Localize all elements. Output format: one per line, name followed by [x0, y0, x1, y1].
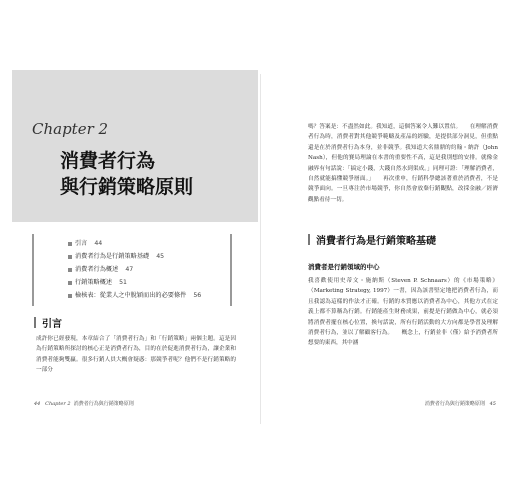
- toc-item-page: 51: [119, 279, 127, 286]
- toc-item[interactable]: [34, 237, 230, 250]
- section-heading: [34, 315, 62, 330]
- page-footer: [425, 400, 496, 407]
- body-paragraph: 我喜歡使用史蒂文・施納斯（Steven P. Schnaars）的《市場策略》（Marketing Strategy, 1997）一書，因為該書堅定地把消費者行為，而且我認為這樣的作法才正確。行銷的本質應以消費者為中心，其他方式在定義上都不算稱為行銷。行銷能產生財務成果，前提是行銷做為中心，就必須將消費者擺在核心位置，換句話說，所有行銷活動的大方向都是學習及理解消費者行為，並以了解顧客行為。 概念上，行銷並非（僅）給予消費者所想要的東西，其中涵: [308, 278, 498, 347]
- body-paragraph: 嗎？答案是：不盡然如此。我知道，這個答案令人難以置信。 在理解消費者行為時，消費者對其他競爭範疇及產品的經驗，是提供部分洞見，但重點還是在於消費者行為本身，並非競爭。我知道大名鼎鼎的約翰・納許（John Nash），但他的賽局理論在本書的重要性不高，這是我別想的安排。就像金融界有句話說：「搞定小錢，大錢自然水到渠成。」同理可證：「理解消費者，自然就能搞懂競爭層面。」 再次重申，行銷科學總該著重於消費者，不是競爭面向。一旦專注於市場競爭，你自然會放棄行銷觀點，改採金融／經濟觀點看待一切。: [308, 124, 498, 203]
- right-page: [264, 70, 508, 428]
- chapter-title-box: [12, 70, 258, 222]
- body-paragraph: 成許你已經發現，本章結合了「消費者行為」和「行銷策略」兩個主題。這是因為行銷策略所探討的核心正是消費者行為，目的在於促進消費者行為，讓企業和消費者能夠雙贏。很多行銷人員大概會疑惑：那競爭者呢？他們不是行銷策略的一部分: [36, 336, 236, 374]
- chapter-title: [60, 148, 193, 200]
- left-page: [12, 70, 258, 428]
- gutter-divider: [260, 74, 261, 424]
- section-heading: [308, 232, 436, 247]
- book-spread: [12, 70, 508, 428]
- bullet-square-icon: [68, 268, 72, 272]
- page-number: 44: [34, 401, 41, 407]
- toc-item-label: 檢核表：從業人之中脫穎而出的必要條件: [75, 292, 187, 299]
- toc-item[interactable]: [34, 250, 230, 263]
- toc-item-label: 消費者行為是行銷策略基礎: [75, 253, 150, 260]
- bullet-square-icon: [68, 242, 72, 246]
- toc-item-page: 47: [125, 266, 134, 273]
- footer-chapter: Chapter 2: [45, 401, 71, 407]
- toc-item[interactable]: [34, 263, 230, 276]
- toc-item-label: 引言: [75, 240, 88, 247]
- section-heading-text: 消費者行為是行銷策略基礎: [316, 236, 436, 247]
- chapter-title-line2: 與行銷策略原則: [60, 176, 194, 198]
- chapter-title-line1: 消費者行為: [60, 150, 156, 172]
- chapter-label: Chapter 2: [32, 120, 109, 138]
- section-heading-text: 引言: [42, 319, 62, 330]
- toc-item[interactable]: [34, 276, 230, 289]
- page-footer: [34, 400, 134, 407]
- toc-item-page: 45: [156, 253, 165, 260]
- bullet-square-icon: [68, 281, 72, 285]
- footer-title: 消費者行為與行銷策略原則: [424, 401, 485, 407]
- toc-item[interactable]: [34, 289, 230, 302]
- page-number: 45: [489, 401, 496, 407]
- toc-item-page: 44: [94, 240, 103, 247]
- bullet-square-icon: [68, 294, 72, 298]
- heading-bar-icon: [34, 317, 36, 328]
- toc-item-label: 行銷策略概述: [75, 279, 113, 286]
- footer-title: 消費者行為與行銷策略原則: [73, 401, 134, 407]
- toc-item-page: 56: [193, 292, 202, 299]
- heading-bar-icon: [308, 234, 310, 245]
- toc-item-label: 消費者行為概述: [75, 266, 119, 273]
- table-of-contents: [32, 234, 232, 306]
- bullet-square-icon: [68, 255, 72, 259]
- sub-heading: 消費者是行銷領域的中心: [308, 263, 380, 271]
